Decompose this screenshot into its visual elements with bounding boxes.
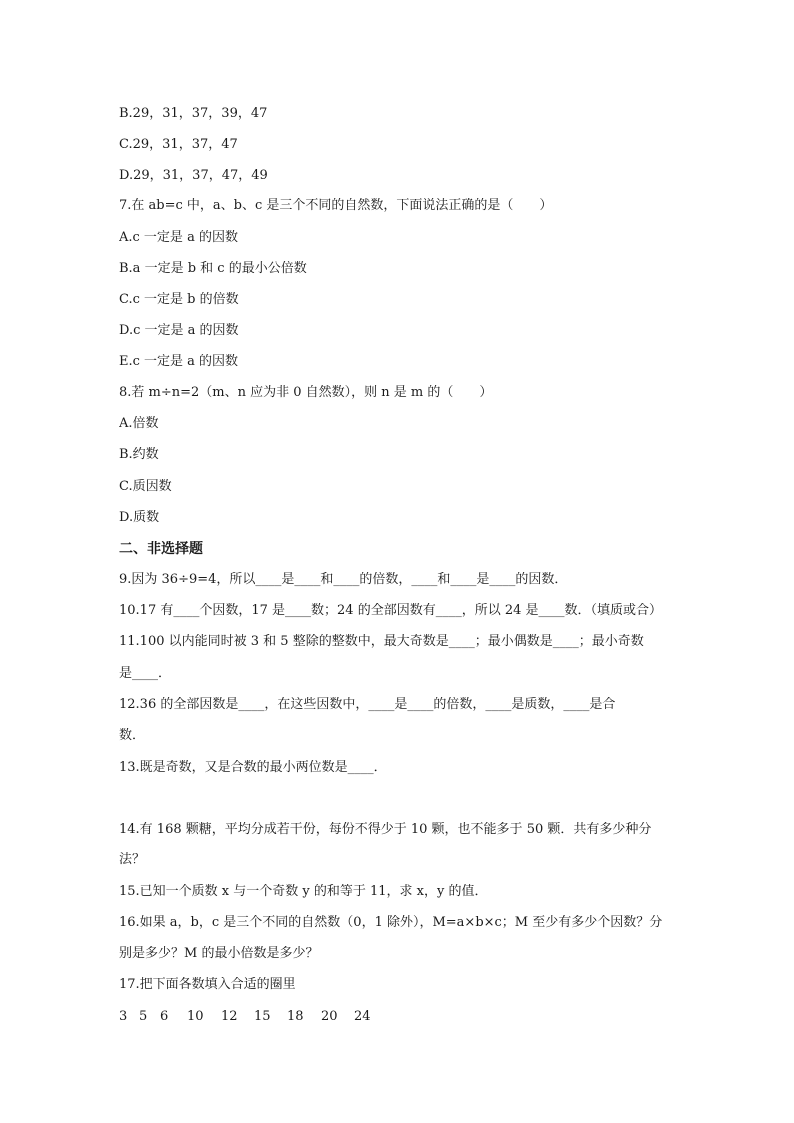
q17-number: 12 (221, 1009, 238, 1024)
q15: 15.已知一个质数 x 与一个奇数 y 的和等于 11，求 x，y 的值． (119, 884, 488, 899)
q8-option-c: C.质因数 (119, 479, 172, 494)
q17-stem: 17.把下面各数填入合适的圈里 (119, 977, 296, 992)
q17-number: 6 (160, 1009, 169, 1024)
q17-number: 3 (119, 1009, 128, 1024)
q17-number: 18 (287, 1009, 304, 1024)
section-heading: 二、非选择题 (119, 541, 203, 557)
q6-option-c: C.29，31，37，47 (119, 137, 238, 152)
q7-option-e: E.c 一定是 a 的因数 (119, 354, 239, 369)
q7-option-b: B.a 一定是 b 和 c 的最小公倍数 (119, 261, 307, 276)
q7-option-a: A.c 一定是 a 的因数 (119, 230, 238, 245)
q17-number: 10 (187, 1009, 204, 1024)
q7-option-d: D.c 一定是 a 的因数 (119, 323, 239, 338)
q17-number-list (119, 1009, 689, 1025)
q8-option-d: D.质数 (119, 510, 160, 525)
q11-line2: 是____． (119, 666, 172, 681)
q12-line1: 12.36 的全部因数是____，在这些因数中，____是____的倍数，____是质数，____是合 (119, 697, 616, 712)
q13: 13.既是奇数，又是合数的最小两位数是____． (119, 760, 387, 775)
q12-line2: 数． (119, 728, 146, 743)
q8-stem: 8.若 m÷n=2（m、n 应为非 0 自然数），则 n 是 m 的（ ） (119, 385, 493, 400)
q17-number: 24 (354, 1009, 371, 1024)
q7-option-c: C.c 一定是 b 的倍数 (119, 292, 239, 307)
q17-number: 5 (139, 1009, 148, 1024)
q10: 10.17 有____个因数，17 是____数；24 的全部因数有____，所以 24 是____数．（填质或合） (119, 603, 663, 618)
q8-option-a: A.倍数 (119, 416, 159, 431)
q17-number: 15 (254, 1009, 271, 1024)
q14-line1: 14.有 168 颗糖，平均分成若干份，每份不得少于 10 颗，也不能多于 50 颗．共有多少种分 (119, 822, 652, 837)
q11-line1: 11.100 以内能同时被 3 和 5 整除的整数中，最大奇数是____；最小偶数是____；最小奇数 (119, 634, 644, 649)
q16-line2: 别是多少？M 的最小倍数是多少？ (119, 946, 319, 961)
q6-option-d: D.29，31，37，47，49 (119, 168, 268, 183)
q14-line2: 法？ (119, 852, 146, 867)
q17-number: 20 (321, 1009, 338, 1024)
q7-stem: 7.在 ab=c 中，a、b、c 是三个不同的自然数，下面说法正确的是（ ） (119, 198, 553, 213)
q9: 9.因为 36÷9=4，所以____是____和____的倍数，____和____是____的因数． (119, 572, 568, 587)
q16-line1: 16.如果 a，b，c 是三个不同的自然数（0，1 除外），M=a×b×c；M 至少有多少个因数？分 (119, 915, 663, 930)
q6-option-b: B.29，31，37，39，47 (119, 106, 268, 121)
q8-option-b: B.约数 (119, 447, 159, 462)
